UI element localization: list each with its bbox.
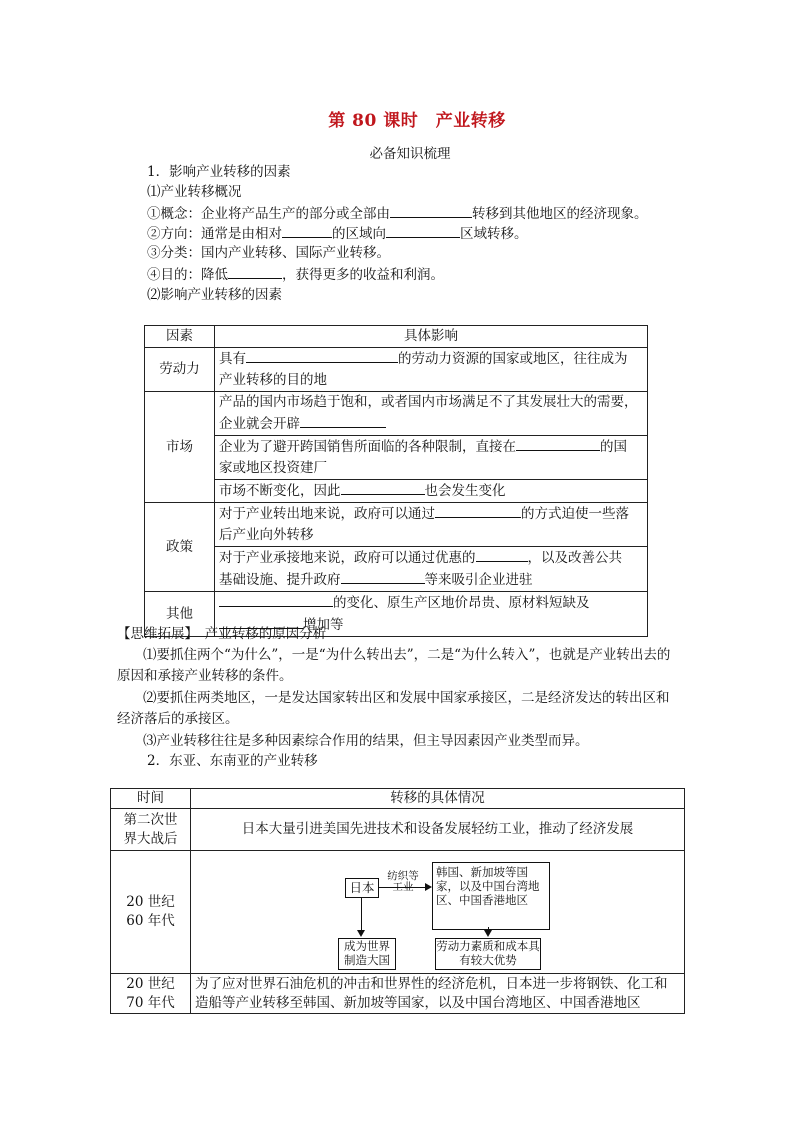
impact-labor [215,348,648,392]
policy-2-blank-2[interactable] [341,569,425,584]
policy-2-text-a: 对于产业承接地来说，政府可以通过优惠的 [219,550,476,566]
arrow-label: 纺织等工业 [387,870,419,893]
labor-blank[interactable] [246,348,398,363]
direction-text-a: ②方向：通常是由相对 [147,226,282,242]
policy-1-blank[interactable] [435,503,521,518]
header-time: 时间 [111,789,191,809]
policy-2-text-d: 等来吸引企业进驻 [424,572,533,588]
purpose-text-b: ，获得更多的收益和利润。 [282,267,444,283]
header-detail: 转移的具体情况 [191,789,685,809]
policy-1-text-b: 的方式迫使一些落 [521,506,629,522]
market-3-text-b: 也会发生变化 [424,483,506,499]
dest-result-box: 劳动力素质和成本具有较大优势 [435,938,541,970]
impact-market-3 [215,480,648,503]
other-blank-1[interactable] [219,592,333,607]
header-impact: 具体影响 [215,326,648,348]
direction-line [147,223,528,244]
policy-2-text-b: ，以及改善公共 [527,550,622,566]
policy-2-text-c: 基础设施、提升政府 [219,572,341,588]
market-2-text-a: 企业为了避开跨国销售所面临的各种限制，直接在 [219,439,516,455]
factor-other: 其他 [145,592,215,637]
japan-down-line [361,897,362,930]
factor-market: 市场 [145,392,215,503]
section-2-heading: 2．东亚、东南亚的产业转移 [147,753,318,769]
policy-1-text-a: 对于产业转出地来说，政府可以通过 [219,506,435,522]
direction-text-c: 区域转移。 [460,226,528,242]
arrow-head-right [425,883,432,891]
row1-detail: 日本大量引进美国先进技术和设备发展轻纺工业，推动了经济发展 [191,809,685,851]
labor-text-b: 的劳动力资源的国家或地区，往往成为 [398,351,628,367]
other-text-1: 的变化、原生产区地价昂贵、原材料短缺及 [333,595,590,611]
row1-time: 第二次世界大战后 [111,809,191,851]
direction-blank-2[interactable] [386,223,460,238]
policy-1-text-c: 后产业向外转移 [219,527,314,543]
think-point-1: ⑴要抓住两个“为什么”，一是“为什么转出去”，二是“为什么转入”，也就是产业转出去的原因和承接产业转移的条件。 [117,647,671,685]
destination-box: 韩国、新加坡等国家，以及中国台湾地区、中国香港地区 [432,862,550,930]
impact-market-1 [215,392,648,436]
labor-text-a: 具有 [219,351,246,367]
labor-text-c: 产业转移的目的地 [219,372,327,388]
factors-table [144,325,648,637]
market-1-blank[interactable] [300,413,386,428]
japan-box: 日本 [345,878,379,898]
policy-2-blank-1[interactable] [476,547,528,562]
impact-market-2 [215,436,648,480]
think-point-2: ⑵要抓住两类地区，一是发达国家转出区和发展中国家承接区，二是经济发达的转出区和经济落后的承接区。 [117,690,670,728]
impact-policy-2 [215,547,648,592]
other-text-2: 增加等 [303,617,344,633]
market-3-blank[interactable] [341,480,425,495]
factor-policy: 政策 [145,503,215,592]
japan-down-arrow [357,930,365,937]
page-title: 第 80 课时 产业转移 [328,111,506,131]
purpose-line [147,264,444,285]
market-2-blank[interactable] [516,436,600,451]
purpose-text-a: ④目的：降低 [147,267,228,283]
dest-down-arrow [484,930,492,937]
market-3-text-a: 市场不断变化，因此 [219,483,341,499]
market-1-text-b: 企业就会开辟 [219,416,300,432]
direction-text-b: 的区域向 [332,226,386,242]
concept-line [147,203,648,224]
market-2-text-b: 的国 [600,439,627,455]
row3-detail: 为了应对世界石油危机的冲击和世界性的经济危机，日本进一步将钢铁、化工和造船等产业转移至韩国、新加坡等国家，以及中国台湾地区、中国香港地区 [191,974,685,1014]
purpose-blank[interactable] [228,264,282,279]
concept-text-a: ①概念：企业将产品生产的部分或全部由 [147,206,390,222]
concept-blank[interactable] [390,203,472,218]
row2-time: 20 世纪 60 年代 [111,851,191,974]
section-1-heading: 1．影响产业转移的因素 [147,164,291,180]
concept-text-b: 转移到其他地区的经济现象。 [472,206,648,222]
subheading-factors: ⑵影响产业转移的因素 [147,287,282,303]
factor-labor: 劳动力 [145,348,215,392]
market-1-text-a: 产品的国内市场趋于饱和，或者国内市场满足不了其发展壮大的需要， [219,394,638,410]
header-factor: 因素 [145,326,215,348]
market-2-text-c: 家或地区投资建厂 [219,460,327,476]
subheading-overview: ⑴产业转移概况 [147,184,242,200]
row3-time: 20 世纪 70 年代 [111,974,191,1014]
section-subtitle: 必备知识梳理 [369,146,451,162]
direction-blank-1[interactable] [282,223,332,238]
category-line: ③分类：国内产业转移、国际产业转移。 [147,245,390,261]
think-point-3: ⑶产业转移往往是多种因素综合作用的结果，但主导因素因产业类型而异。 [143,733,589,749]
japan-result-box: 成为世界制造大国 [338,938,396,970]
transfer-table [110,788,685,1014]
impact-policy-1 [215,503,648,547]
think-heading: 【思维拓展】 产业转移的原因分析 [117,626,327,642]
